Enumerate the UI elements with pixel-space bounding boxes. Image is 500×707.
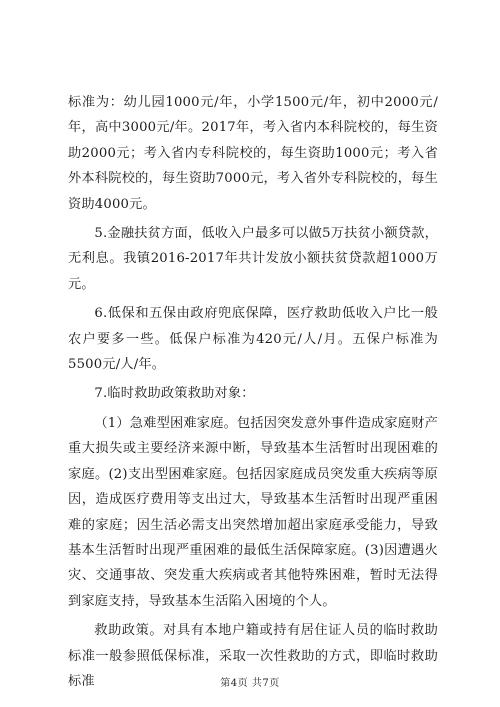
paragraph-aid-policy: 救助政策。对具有本地户籍或持有居住证人员的临时救助标准一般参照低保标准，采取一次性救助的方式，即临时救助标准	[68, 623, 438, 689]
page-footer: 第4页 共7页	[220, 678, 280, 689]
paragraph-temporary-aid-heading: 7.临时救助政策救助对象：	[94, 386, 255, 402]
paragraph-minimum-living-guarantee: 6.低保和五保由政府兜底保障，医疗救助低收入户比一般农户要多一些。低保户标准为420元/人/月。五保户标准为5500元/人/年。	[68, 306, 438, 373]
document-body	[68, 90, 438, 694]
paragraph-financial-poverty-relief: 5.金融扶贫方面，低收入户最多可以做5万扶贫小额贷款，无利息。我镇2016-2017年共计发放小额扶贫贷款超1000万元。	[68, 226, 438, 292]
paragraph-education-subsidy: 标准为：幼儿园1000元/年，小学1500元/年，初中2000元/年，高中3000元/年。2017年，考入省内本科院校的，每生资助2000元；考入省内专科院校的，每生资助1000元；考入省外本科院校的，每生资助7000元，考入省外专科院校的，每生资助4000元。	[68, 95, 438, 212]
paragraph-temporary-aid-targets: （1）急难型困难家庭。包括因突发意外事件造成家庭财产重大损失或主要经济来源中断，导致基本生活暂时出现困难的家庭。(2)支出型困难家庭。包括因家庭成员突发重大疾病等原因，造成医疗费用等支出过大，导致基本生活暂时出现严重困难的家庭；因生活必需支出突然增加超出家庭承受能力，导致基本生活暂时出现严重困难的最低生活保障家庭。(3)因遭遇火灾、交通事故、突发重大疾病或者其他特殊困难，暂时无法得到家庭支持，导致基本生活陷入困境的个人。	[68, 415, 438, 609]
